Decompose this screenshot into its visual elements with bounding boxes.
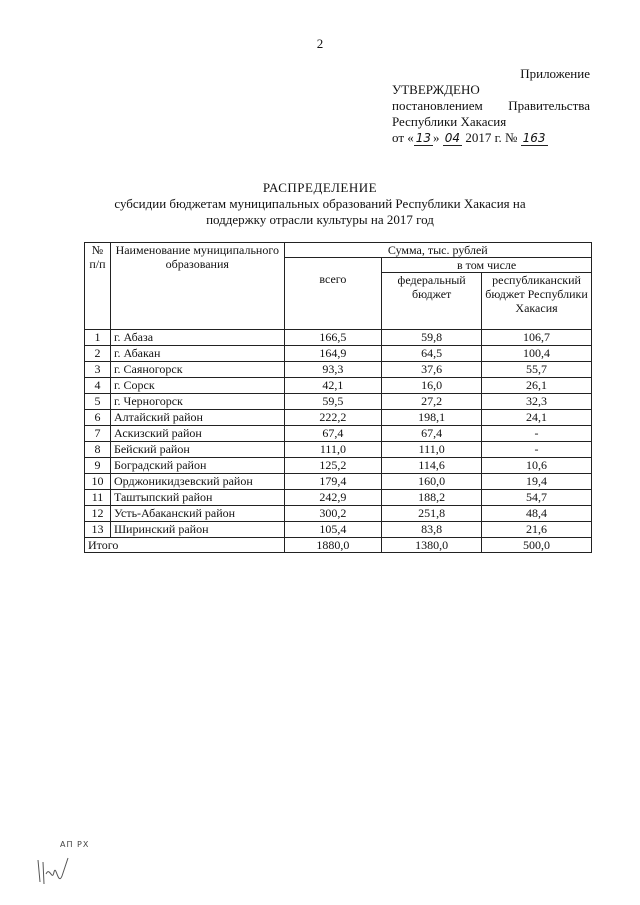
table-row <box>85 474 592 490</box>
table-total-row <box>85 538 592 553</box>
row-federal: 83,8 <box>382 522 482 538</box>
row-name: г. Абакан <box>110 346 284 362</box>
decree-line-1 <box>392 98 590 114</box>
row-total: 166,5 <box>284 330 382 346</box>
table-row <box>85 394 592 410</box>
table-row <box>85 458 592 474</box>
row-name: г. Саяногорск <box>110 362 284 378</box>
row-total: 300,2 <box>284 506 382 522</box>
row-federal: 67,4 <box>382 426 482 442</box>
row-federal: 251,8 <box>382 506 482 522</box>
header-sum: Сумма, тыс. рублей <box>284 243 591 258</box>
row-republic: 100,4 <box>482 346 592 362</box>
row-federal: 64,5 <box>382 346 482 362</box>
total-label: Итого <box>85 538 285 553</box>
row-republic: 54,7 <box>482 490 592 506</box>
row-num: 12 <box>85 506 111 522</box>
row-total: 59,5 <box>284 394 382 410</box>
row-num: 11 <box>85 490 111 506</box>
row-num: 6 <box>85 410 111 426</box>
row-federal: 27,2 <box>382 394 482 410</box>
row-num: 2 <box>85 346 111 362</box>
row-num: 9 <box>85 458 111 474</box>
row-total: 105,4 <box>284 522 382 538</box>
row-name: Ширинский район <box>110 522 284 538</box>
appendix-label: Приложение <box>520 66 590 81</box>
row-total: 242,9 <box>284 490 382 506</box>
table-row <box>85 410 592 426</box>
title-line-2: субсидии бюджетам муниципальных образований Республики Хакасия на <box>114 196 526 211</box>
row-total: 164,9 <box>284 346 382 362</box>
row-name: Усть-Абаканский район <box>110 506 284 522</box>
table-row <box>85 346 592 362</box>
table-row <box>85 490 592 506</box>
row-republic: 24,1 <box>482 410 592 426</box>
header-total: всего <box>284 258 382 330</box>
total-republic: 500,0 <box>482 538 592 553</box>
row-name: Аскизский район <box>110 426 284 442</box>
decree-date-line <box>392 130 592 146</box>
row-republic: - <box>482 426 592 442</box>
row-num: 7 <box>85 426 111 442</box>
row-federal: 59,8 <box>382 330 482 346</box>
header-including: в том числе <box>382 258 592 273</box>
table-row <box>85 362 592 378</box>
row-republic: - <box>482 442 592 458</box>
row-total: 222,2 <box>284 410 382 426</box>
document-title <box>0 180 640 228</box>
row-federal: 188,2 <box>382 490 482 506</box>
table-row <box>85 522 592 538</box>
row-federal: 37,6 <box>382 362 482 378</box>
row-name: Бейский район <box>110 442 284 458</box>
row-total: 93,3 <box>284 362 382 378</box>
row-num: 13 <box>85 522 111 538</box>
row-name: г. Абаза <box>110 330 284 346</box>
row-federal: 114,6 <box>382 458 482 474</box>
row-num: 1 <box>85 330 111 346</box>
row-num: 3 <box>85 362 111 378</box>
date-prefix: от « <box>392 130 414 145</box>
row-name: г. Черногорск <box>110 394 284 410</box>
date-day: 13 <box>415 131 432 145</box>
header-federal: федеральный бюджет <box>382 273 482 330</box>
date-mid: » <box>433 130 440 145</box>
row-republic: 10,6 <box>482 458 592 474</box>
header-num: № п/п <box>85 243 111 330</box>
table-row <box>85 442 592 458</box>
row-num: 5 <box>85 394 111 410</box>
row-republic: 48,4 <box>482 506 592 522</box>
table-row <box>85 378 592 394</box>
row-federal: 111,0 <box>382 442 482 458</box>
row-total: 67,4 <box>284 426 382 442</box>
decree-line-1a: постановлением <box>392 98 483 113</box>
row-republic: 55,7 <box>482 362 592 378</box>
date-year: 2017 г. № <box>465 130 518 145</box>
row-name: Боградский район <box>110 458 284 474</box>
page-number: 2 <box>316 36 324 51</box>
header-republic: республиканский бюджет Республики Хакасия <box>482 273 592 330</box>
table-row <box>85 330 592 346</box>
archive-mark: АП РХ <box>60 840 90 849</box>
row-republic: 32,3 <box>482 394 592 410</box>
row-total: 179,4 <box>284 474 382 490</box>
decree-line-2: Республики Хакасия <box>392 114 507 129</box>
date-month: 04 <box>444 131 461 145</box>
row-name: г. Сорск <box>110 378 284 394</box>
decree-line-1b: Правительства <box>508 98 590 113</box>
row-federal: 160,0 <box>382 474 482 490</box>
row-name: Таштыпский район <box>110 490 284 506</box>
row-republic: 21,6 <box>482 522 592 538</box>
row-federal: 198,1 <box>382 410 482 426</box>
row-federal: 16,0 <box>382 378 482 394</box>
row-total: 125,2 <box>284 458 382 474</box>
total-federal: 1380,0 <box>382 538 482 553</box>
table-row <box>85 426 592 442</box>
row-republic: 26,1 <box>482 378 592 394</box>
row-name: Алтайский район <box>110 410 284 426</box>
row-num: 4 <box>85 378 111 394</box>
header-name: Наименование муниципального образования <box>110 243 284 330</box>
decree-number: 163 <box>522 131 546 145</box>
row-num: 10 <box>85 474 111 490</box>
row-total: 111,0 <box>284 442 382 458</box>
distribution-table <box>84 242 592 553</box>
approval-block <box>392 66 592 146</box>
title-line-1: РАСПРЕДЕЛЕНИЕ <box>262 180 378 195</box>
row-name: Орджоникидзевский район <box>110 474 284 490</box>
row-republic: 19,4 <box>482 474 592 490</box>
initials-scribble <box>34 852 74 892</box>
title-line-3: поддержку отрасли культуры на 2017 год <box>206 212 434 227</box>
approved-label: УТВЕРЖДЕНО <box>392 82 480 97</box>
row-total: 42,1 <box>284 378 382 394</box>
row-num: 8 <box>85 442 111 458</box>
table-row <box>85 506 592 522</box>
total-all: 1880,0 <box>284 538 382 553</box>
row-republic: 106,7 <box>482 330 592 346</box>
